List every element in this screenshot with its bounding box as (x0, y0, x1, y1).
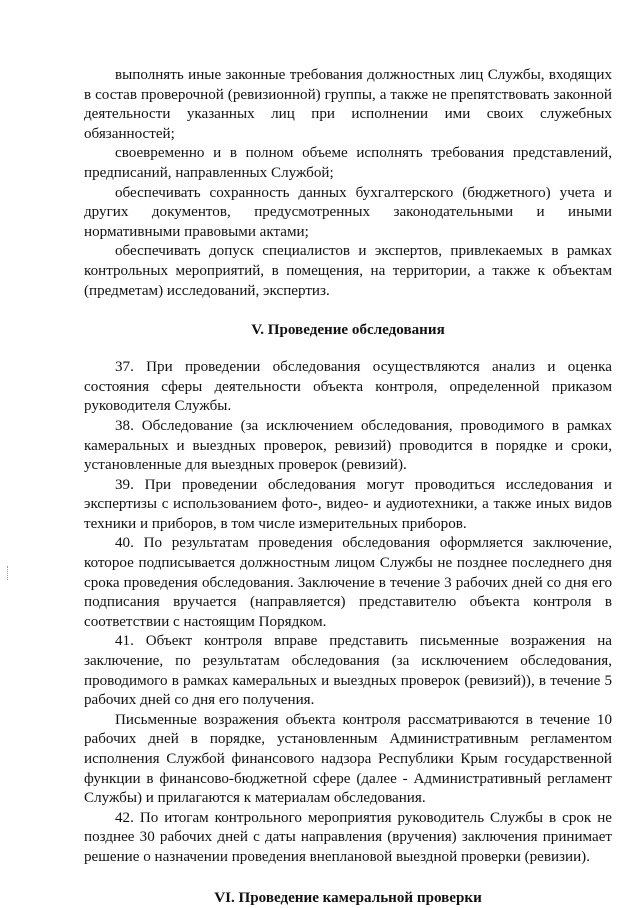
paragraph-accounting-data: обеспечивать сохранность данных бухгалтерского (бюджетного) учета и других документов, предусмотренных законодательными и иными нормативными правовыми актами; (84, 184, 612, 240)
section-5-heading: V. Проведение обследования (251, 322, 445, 339)
paragraph-38: 38. Обследование (за исключением обследования, проводимого в рамках камеральных и выездных проверок, ревизий) проводится в порядке и сроки, установленные для выездных проверок (ревизий). (84, 417, 612, 474)
paragraph-representations: своевременно и в полном объеме исполнять требования представлений, предписаний, направленных Службой; (84, 145, 612, 181)
section-6-heading: VI. Проведение камеральной проверки (214, 889, 482, 906)
paragraph-41: 41. Объект контроля вправе представить письменные возражения на заключение, по результатам обследования (за исключением обследования, проводимого в рамках камеральных и выездных проверок (ревизий)), в течение 5 рабочих дней со дня его получения. (84, 633, 612, 709)
paragraph-requirements: выполнять иные законные требования должностных лиц Службы, входящих в состав проверочной (ревизионной) группы, а также не препятствовать законной деятельности указанных лиц при исполнении ими своих служебных обязанностей; (84, 67, 612, 142)
paragraph-access: обеспечивать допуск специалистов и экспертов, привлекаемых в рамках контрольных мероприятий, в помещения, на территории, а также к объектам (предметам) исследований, экспертиз. (84, 243, 612, 299)
paragraph-42: 42. По итогам контрольного мероприятия руководитель Службы в срок не позднее 30 рабочих дней с даты направления (вручения) заключения принимает решение о назначении проведения внеплановой выездной проверки (ревизии). (84, 809, 612, 865)
document-page (84, 66, 612, 908)
paragraph-40: 40. По результатам проведения обследования оформляется заключение, которое подписывается должностным лицом Службы не позднее последнего дня срока проведения обследования. Заключение в течение 3 рабочих дней со дня его подписания вручается (направляется) представителю объекта контроля в соответствии с настоящим Порядком. (84, 535, 612, 630)
scan-edge-mark (7, 566, 9, 580)
paragraph-39: 39. При проведении обследования могут проводиться исследования и экспертизы с использованием фото-, видео- и аудиотехники, а также иных видов техники и приборов, в том числе измерительных приборов. (84, 476, 612, 532)
paragraph-37: 37. При проведении обследования осуществляются анализ и оценка состояния сферы деятельности объекта контроля, определенной приказом руководителя Службы. (84, 359, 612, 415)
paragraph-objections: Письменные возражения объекта контроля рассматриваются в течение 10 рабочих дней в порядке, установленным Административным регламентом исполнения Службой финансового надзора Республики Крым государственной функции в финансово-бюджетной сфере (далее - Административный регламент Службы) и прилагаются к материалам обследования. (84, 711, 612, 807)
